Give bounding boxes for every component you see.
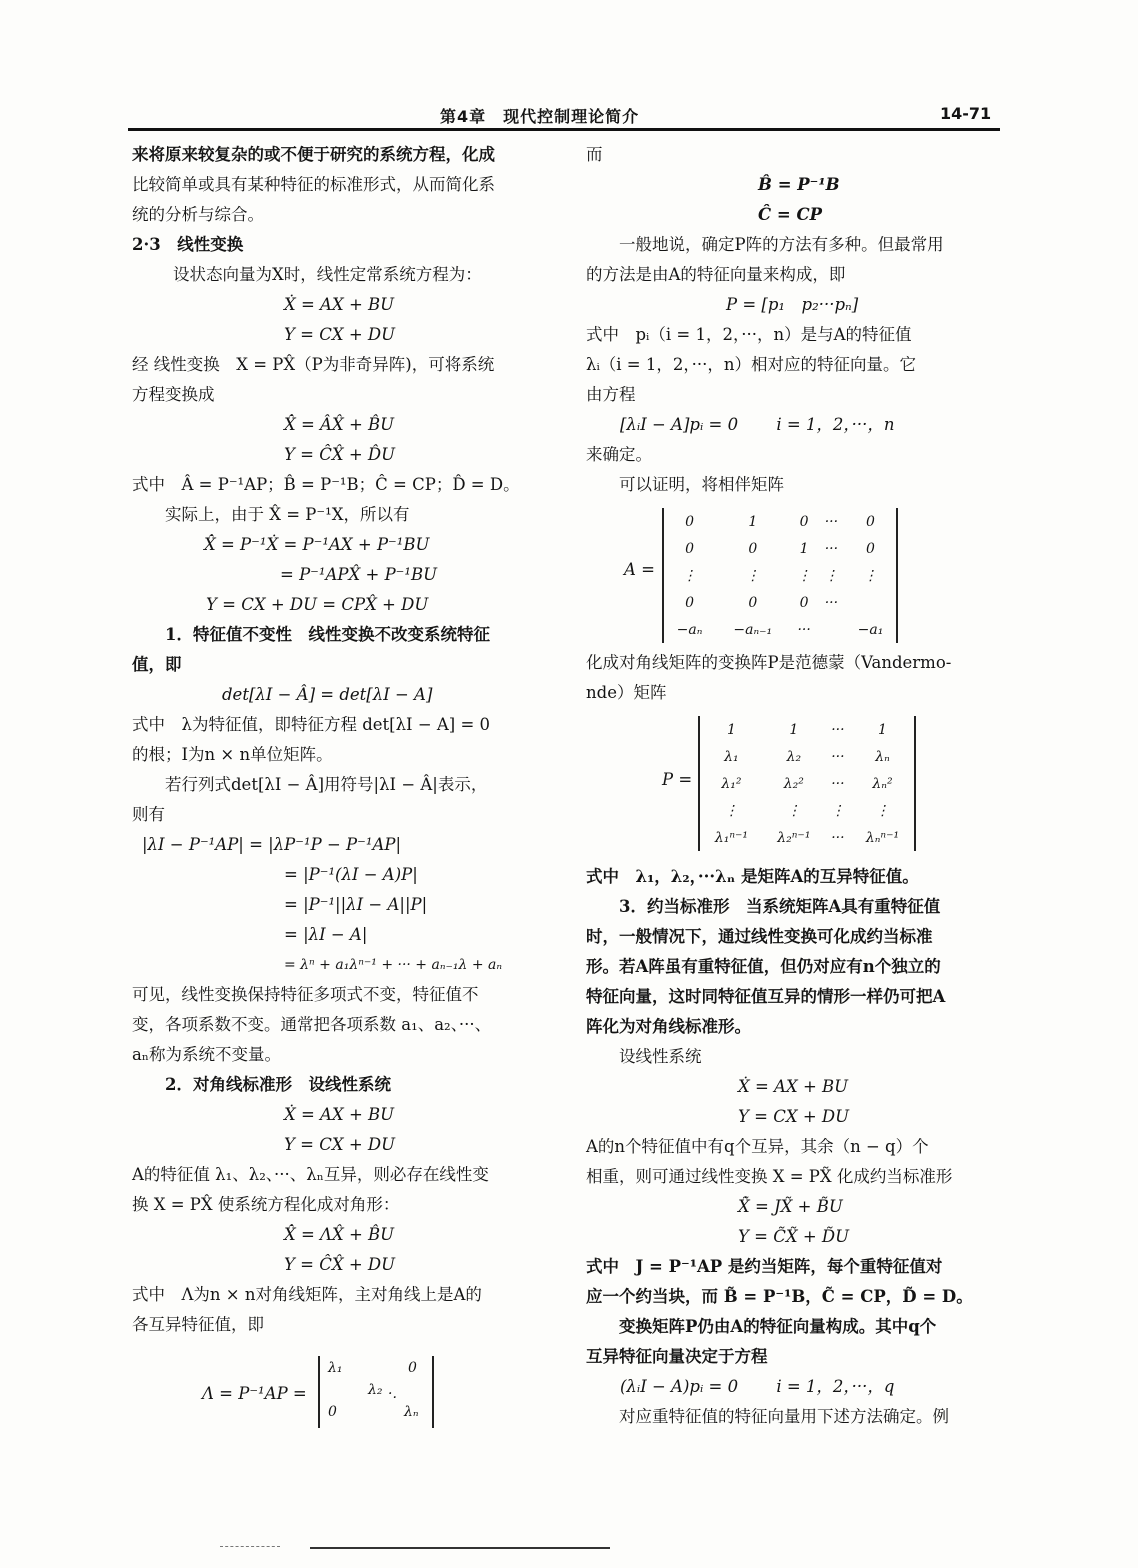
equation: = λⁿ + a₁λⁿ⁻¹ + ··· + aₙ₋₁λ + aₙ: [284, 957, 503, 973]
paragraph-line: 应一个约当块，而 B̃ = P⁻¹B，C̃ = CP，D̃ = D。: [586, 1287, 973, 1306]
vandermonde-matrix: [586, 712, 1010, 858]
paragraph-line: 的根；I为n × n单位矩阵。: [132, 745, 333, 764]
paragraph-line: 式中 λ为特征值，即特征方程 det[λI − A] = 0: [132, 715, 491, 734]
diagonal-matrix: [132, 1356, 556, 1432]
matrix-entry: −a₁: [857, 621, 884, 638]
header-rule: [128, 128, 1000, 131]
matrix-entry: 0: [685, 540, 694, 557]
matrix-entry: ⋮: [824, 567, 839, 584]
matrix-entry: λ₂ⁿ⁻¹: [777, 829, 811, 846]
matrix-entry: 1: [878, 721, 887, 738]
matrix-entry: ···: [831, 775, 845, 792]
matrix-entry: λ₁²: [721, 775, 742, 792]
paragraph-line: 而: [586, 145, 603, 164]
matrix-entry: ⋮: [797, 567, 812, 584]
equation: Ẋ = AX + BU: [284, 1105, 395, 1124]
matrix-entry: ⋮: [724, 802, 739, 819]
matrix-row: [663, 535, 897, 562]
equation: (λᵢI − A)pᵢ = 0 i = 1，2，···，q: [620, 1377, 895, 1396]
matrix-entry: ···: [797, 621, 811, 638]
paragraph-line: 互异特征向量决定于方程: [586, 1347, 768, 1366]
matrix-row: [699, 797, 915, 824]
subsection-heading: 2．对角线标准形 设线性系统: [165, 1075, 391, 1094]
matrix-entry: ⋮: [745, 567, 760, 584]
matrix-row: [663, 616, 897, 643]
equation: = |λI − A|: [284, 925, 368, 944]
paragraph-line: 相重，则可通过线性变换 X = PX̃ 化成约当标准形: [586, 1167, 953, 1186]
equation: = |P⁻¹(λI − A)P|: [284, 865, 418, 884]
scan-mark: [220, 1546, 280, 1547]
paragraph-line: λᵢ（i = 1，2，···，n）相对应的特征向量。它: [586, 355, 916, 374]
running-header-title: 第4章 现代控制理论简介: [440, 107, 640, 126]
right-column: [586, 140, 1010, 1432]
matrix-entry: 1: [789, 721, 799, 738]
paragraph-line: 式中 pᵢ（i = 1，2，···，n）是与A的特征值: [586, 325, 912, 344]
matrix-entry: 0: [866, 540, 875, 557]
matrix-entry: −aₙ: [676, 621, 703, 638]
paragraph-line: 化成对角线矩阵的变换阵P是范德蒙（Vandermo-: [586, 653, 952, 672]
paragraph-line: 式中 Λ为n × n对角线矩阵，主对角线上是A的: [132, 1285, 482, 1304]
matrix-entry: 0: [328, 1404, 337, 1420]
paragraph-line: A的特征值 λ₁、λ₂、···、λₙ互异，则必存在线性变: [132, 1165, 489, 1184]
matrix-row: [663, 562, 897, 589]
paragraph-line: 比较简单或具有某种特征的标准形式，从而简化系: [132, 175, 495, 194]
matrix-entry: [845, 589, 897, 616]
matrix-entry: ⋮: [682, 567, 697, 584]
matrix-entry: λ₁: [328, 1360, 343, 1376]
subsection-heading: 1．特征值不变性 线性变换不改变系统特征: [165, 625, 490, 644]
matrix-entry: ···: [824, 540, 839, 557]
matrix-entry: λₙⁿ⁻¹: [865, 829, 900, 846]
paragraph-line: 阵化为对角线标准形。: [586, 1017, 751, 1036]
paragraph-line: 来确定。: [586, 445, 652, 464]
matrix-entry: λ₂: [786, 748, 802, 765]
equation: |λI − P⁻¹AP| = |λP⁻¹P − P⁻¹AP|: [142, 835, 402, 854]
matrix-entry: ···: [831, 748, 845, 765]
left-column: [132, 140, 556, 1436]
equation: = P⁻¹APX̂ + P⁻¹BU: [280, 565, 438, 584]
equation: Y = ĈX̂ + D̂U: [284, 445, 396, 464]
matrix-entry: λ₁ⁿ⁻¹: [714, 829, 749, 846]
matrix-label: Λ = P⁻¹AP =: [202, 1384, 307, 1403]
paragraph-line: 各互异特征值，即: [132, 1315, 264, 1334]
matrix-entry: 0: [685, 513, 694, 530]
matrix-body: [698, 716, 916, 851]
matrix-entry: 0: [685, 594, 694, 611]
paragraph-line: nde）矩阵: [586, 683, 667, 702]
footer-rule: [310, 1547, 610, 1549]
matrix-entry: λₙ: [404, 1404, 419, 1420]
paragraph-line: aₙ称为系统不变量。: [132, 1045, 281, 1064]
paragraph-line: 设状态向量为X时，线性定常系统方程为：: [173, 265, 482, 284]
equation: X̂̇ = P⁻¹Ẋ = P⁻¹AX + P⁻¹BU: [204, 535, 430, 554]
paragraph-line: 由方程: [586, 385, 636, 404]
paragraph-line: 特征向量，这时同特征值互异的情形一样仍可把A: [586, 987, 946, 1006]
matrix-entry: 0: [748, 594, 758, 611]
paragraph-line: 可见，线性变换保持特征多项式不变，特征值不: [132, 985, 479, 1004]
paragraph-line: 经 线性变换 X = PX̂（P为非奇异阵)，可将系统: [132, 355, 495, 374]
matrix-entry: ⋮: [875, 802, 890, 819]
companion-matrix: [586, 504, 1010, 644]
matrix-entry: 1: [726, 721, 736, 738]
equation: Ẋ = AX + BU: [284, 295, 395, 314]
equation: Y = CX + DU = CPX̂ + DU: [206, 595, 429, 614]
matrix-entry: −aₙ₋₁: [733, 621, 773, 638]
equation: = |P⁻¹||λI − A||P|: [284, 895, 428, 914]
equation: [λᵢI − A]pᵢ = 0 i = 1，2，···，n: [620, 415, 895, 434]
equation: Y = C̃X̃ + D̃U: [738, 1227, 850, 1246]
equation: X̂̇ = ÂX̂ + B̂U: [284, 415, 395, 434]
paragraph-line: 形。若A阵虽有重特征值，但仍对应有n个独立的: [586, 957, 941, 976]
matrix-row: [699, 743, 915, 770]
paragraph-line: 若行列式det[λI − Â]用符号|λI − Â|表示，: [165, 775, 488, 794]
paragraph-line: 一般地说，确定P阵的方法有多种。但最常用: [619, 235, 944, 254]
matrix-entry: ⋮: [830, 802, 845, 819]
subsection-heading: 3．约当标准形 当系统矩阵A具有重特征值: [619, 897, 941, 916]
paragraph-line: 式中 J = P⁻¹AP 是约当矩阵，每个重特征值对: [586, 1257, 943, 1276]
paragraph-line: 变换矩阵P仍由A的特征向量构成。其中q个: [619, 1317, 937, 1336]
matrix-entry: ···: [831, 721, 845, 738]
matrix-entry: 0: [799, 513, 809, 530]
paragraph-line: 值，即: [132, 655, 182, 674]
matrix-label: P =: [662, 770, 693, 789]
matrix-row: [663, 508, 897, 535]
matrix-body: [318, 1356, 434, 1428]
matrix-entry: λₙ: [875, 748, 890, 765]
matrix-entry: 0: [866, 513, 875, 530]
equation: Y = CX + DU: [738, 1107, 850, 1126]
matrix-label: A =: [624, 560, 655, 579]
matrix-entry: 0: [799, 594, 809, 611]
matrix-row: [699, 824, 915, 851]
paragraph-line: 式中 Â = P⁻¹AP；B̂ = P⁻¹B；Ĉ = CP；D̂ = D。: [132, 475, 520, 494]
matrix-row: [663, 589, 897, 616]
matrix-entry: λ₂²: [783, 775, 804, 792]
paragraph-line: 换 X = PX̂ 使系统方程化成对角形：: [132, 1195, 400, 1214]
paragraph-line: 时，一般情况下，通过线性变换可化成约当标准: [586, 927, 933, 946]
equation: det[λI − Â] = det[λI − A]: [222, 685, 433, 704]
matrix-entry: ···: [831, 829, 845, 846]
paragraph-line: 可以证明，将相伴矩阵: [619, 475, 784, 494]
matrix-entry: ···: [824, 513, 839, 530]
equation: Y = CX + DU: [284, 325, 396, 344]
paragraph-line: 来将原来较复杂的或不便于研究的系统方程，化成: [132, 145, 495, 164]
page-number: 14-71: [940, 104, 992, 123]
paragraph-line: 的方法是由A的特征向量来构成，即: [586, 265, 846, 284]
matrix-entry: λ₂: [368, 1382, 383, 1398]
matrix-entry: 0: [748, 540, 758, 557]
section-heading: 2·3 线性变换: [132, 235, 244, 254]
matrix-entry: ⋮: [863, 567, 878, 584]
matrix-entry: λₙ²: [872, 775, 893, 792]
paragraph-line: 变，各项系数不变。通常把各项系数 a₁、a₂、···、: [132, 1015, 492, 1034]
matrix-entry: 1: [799, 540, 809, 557]
equation: B̂ = P⁻¹B: [758, 175, 840, 194]
equation: X̃̇ = JX̃ + B̃U: [738, 1197, 843, 1216]
matrix-entry: ·.: [388, 1386, 397, 1402]
equation: Ẋ = AX + BU: [738, 1077, 849, 1096]
equation: X̂̇ = ΛX̂ + B̂U: [284, 1225, 395, 1244]
matrix-entry: [818, 616, 845, 643]
equation: Y = CX + DU: [284, 1135, 396, 1154]
paragraph-line: A的n个特征值中有q个互异，其余（n − q）个: [586, 1137, 929, 1156]
equation: Y = ĈX̂ + DU: [284, 1255, 396, 1274]
paragraph-line: 实际上，由于 X̂ = P⁻¹X，所以有: [165, 505, 410, 524]
paragraph-line: 方程变换成: [132, 385, 215, 404]
matrix-body: [662, 508, 898, 643]
equation: Ĉ = CP: [758, 205, 822, 224]
matrix-entry: ···: [824, 594, 839, 611]
matrix-row: [699, 716, 915, 743]
matrix-entry: 1: [748, 513, 758, 530]
paragraph-line: 则有: [132, 805, 165, 824]
paragraph-line: 设线性系统: [619, 1047, 702, 1066]
matrix-row: [699, 770, 915, 797]
paragraph-line: 对应重特征值的特征向量用下述方法确定。例: [619, 1407, 949, 1426]
paragraph-line: 式中 λ₁，λ₂，···λₙ 是矩阵A的互异特征值。: [586, 867, 919, 886]
matrix-entry: λ₁: [724, 748, 739, 765]
equation: P = [p₁ p₂···pₙ]: [726, 295, 859, 314]
matrix-entry: ⋮: [786, 802, 801, 819]
paragraph-line: 统的分析与综合。: [132, 205, 264, 224]
matrix-entry: 0: [408, 1360, 417, 1376]
